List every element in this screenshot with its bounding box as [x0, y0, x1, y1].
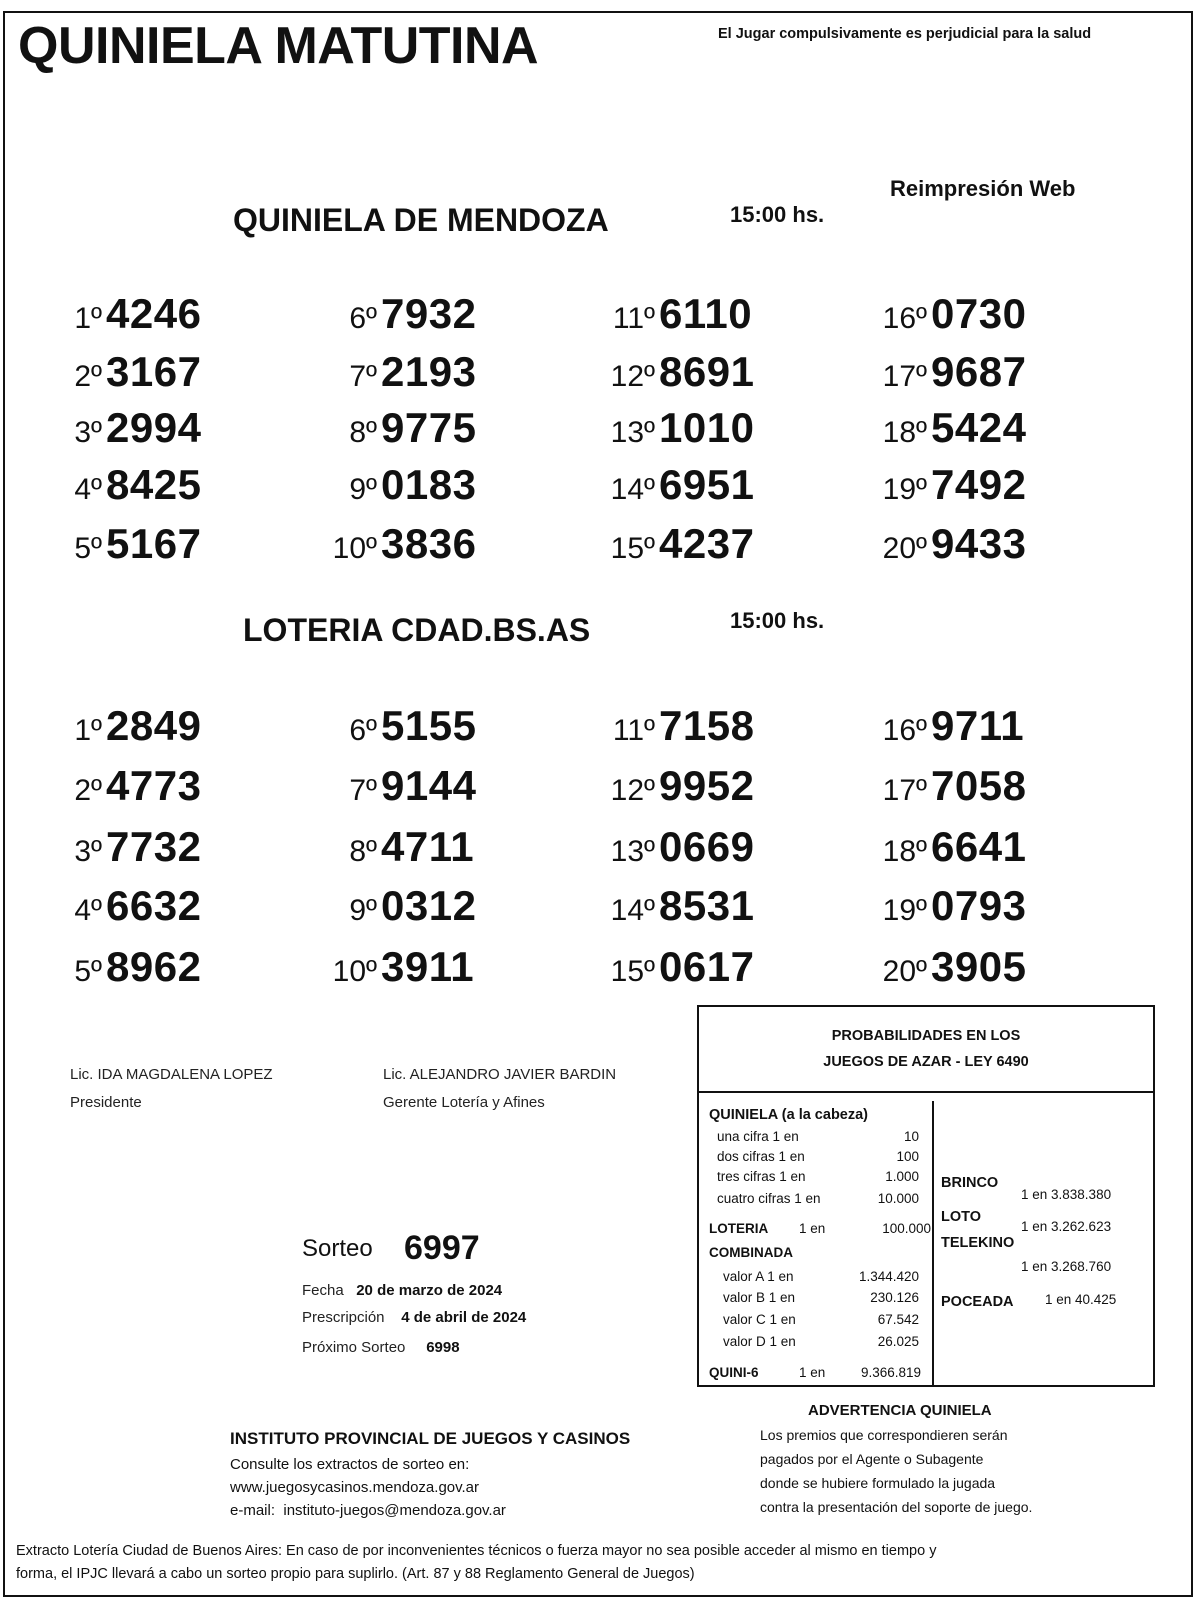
footer-note — [16, 1540, 936, 1586]
result-position: 15º — [610, 532, 655, 565]
result-number: 9433 — [931, 520, 1027, 567]
result-number: 2994 — [106, 404, 202, 451]
quini6-prob-label: 1 en — [799, 1365, 826, 1380]
result-position: 13º — [610, 416, 655, 449]
result-position: 16º — [882, 714, 927, 747]
loto-prob-value: 1 en 3.262.623 — [1021, 1219, 1112, 1234]
quiniela-prob-label: una cifra 1 en — [717, 1129, 799, 1144]
result-number: 7932 — [381, 290, 477, 337]
result-number: 5155 — [381, 702, 477, 749]
result-number: 6110 — [659, 290, 753, 337]
loto-prob-title: LOTO — [941, 1209, 982, 1225]
result-entry — [42, 882, 201, 930]
result-entry — [595, 943, 754, 991]
result-position: 3º — [74, 416, 102, 449]
result-number: 2193 — [381, 348, 477, 395]
result-position: 16º — [882, 302, 927, 335]
draw-expiry-row — [302, 1309, 526, 1326]
reprint-label: Reimpresión Web — [890, 176, 1076, 201]
result-number: 0669 — [659, 823, 755, 870]
result-position: 8º — [349, 416, 377, 449]
brinco-prob-title: BRINCO — [941, 1175, 999, 1191]
section-time-loteria-bsas: 15:00 hs. — [730, 608, 825, 633]
result-entry — [42, 348, 201, 396]
result-position: 9º — [349, 473, 377, 506]
advertencia-title: ADVERTENCIA QUINIELA — [808, 1402, 992, 1419]
poceada-prob-value: 1 en 40.425 — [1045, 1292, 1117, 1307]
result-number: 4246 — [106, 290, 202, 337]
probabilities-heading-line2: JUEGOS DE AZAR - LEY 6490 — [823, 1054, 1029, 1070]
result-number: 7058 — [931, 762, 1027, 809]
result-entry — [317, 762, 476, 810]
result-number: 9687 — [931, 348, 1027, 395]
result-number: 8691 — [659, 348, 755, 395]
result-number: 0730 — [931, 290, 1027, 337]
combinada-prob-value: 1.344.420 — [858, 1269, 919, 1284]
result-number: 6632 — [106, 882, 202, 929]
result-entry — [42, 702, 201, 750]
result-entry — [42, 404, 201, 452]
result-number: 4711 — [381, 823, 475, 870]
advertencia-line: donde se hubiere formulado la jugada — [760, 1475, 996, 1491]
result-position: 8º — [349, 835, 377, 868]
manager-name: Lic. ALEJANDRO JAVIER BARDIN — [383, 1066, 617, 1083]
result-position: 18º — [882, 835, 927, 868]
institute-consult-line: Consulte los extractos de sorteo en: — [230, 1456, 470, 1473]
probabilities-divider — [932, 1101, 934, 1387]
result-entry — [867, 461, 1026, 509]
result-entry — [317, 290, 476, 338]
result-number: 3167 — [106, 348, 202, 395]
result-position: 11º — [612, 714, 655, 747]
result-number: 8531 — [659, 882, 755, 929]
draw-expiry: 4 de abril de 2024 — [401, 1309, 527, 1326]
result-entry — [595, 348, 754, 396]
institute-email[interactable]: instituto-juegos@mendoza.gov.ar — [283, 1502, 506, 1519]
result-entry — [42, 943, 201, 991]
result-entry — [317, 702, 476, 750]
result-position: 2º — [74, 774, 102, 807]
quini6-prob-value: 9.366.819 — [860, 1365, 921, 1380]
result-number: 3836 — [381, 520, 477, 567]
result-number: 0793 — [931, 882, 1027, 929]
quiniela-prob-value: 100 — [896, 1149, 919, 1164]
quiniela-prob-title: QUINIELA (a la cabeza) — [709, 1107, 869, 1123]
result-number: 2849 — [106, 702, 202, 749]
result-position: 9º — [349, 894, 377, 927]
combinada-prob-value: 230.126 — [870, 1290, 919, 1305]
combinada-prob-label: valor C 1 en — [723, 1312, 796, 1327]
result-entry — [42, 520, 201, 568]
result-number: 4773 — [106, 762, 202, 809]
result-number: 9775 — [381, 404, 477, 451]
result-number: 8962 — [106, 943, 202, 990]
result-position: 6º — [349, 714, 377, 747]
result-number: 9144 — [381, 762, 477, 809]
result-position: 7º — [349, 360, 377, 393]
next-draw-row — [302, 1339, 460, 1356]
poceada-prob-title: POCEADA — [941, 1294, 1014, 1310]
result-number: 0183 — [381, 461, 477, 508]
result-number: 5424 — [931, 404, 1027, 451]
result-number: 9711 — [931, 702, 1025, 749]
telekino-prob-title: TELEKINO — [941, 1235, 1015, 1251]
result-entry — [867, 290, 1026, 338]
result-number: 7732 — [106, 823, 202, 870]
result-position: 12º — [610, 360, 655, 393]
quini6-prob-title: QUINI-6 — [709, 1365, 759, 1380]
result-position: 17º — [882, 360, 927, 393]
result-position: 5º — [74, 955, 102, 988]
institute-email-row — [230, 1499, 506, 1522]
result-entry — [867, 823, 1026, 871]
result-position: 17º — [882, 774, 927, 807]
result-entry — [867, 404, 1026, 452]
result-number: 1010 — [659, 404, 755, 451]
result-number: 0312 — [381, 882, 477, 929]
advertencia-line: pagados por el Agente o Subagente — [760, 1451, 984, 1467]
loteria-prob-title: LOTERIA — [709, 1221, 769, 1236]
result-position: 19º — [882, 473, 927, 506]
president-role: Presidente — [70, 1094, 142, 1111]
result-number: 7158 — [659, 702, 755, 749]
next-draw-number: 6998 — [426, 1339, 460, 1356]
institute-website[interactable]: www.juegosycasinos.mendoza.gov.ar — [230, 1479, 480, 1496]
result-position: 1º — [74, 302, 102, 335]
result-position: 15º — [610, 955, 655, 988]
result-position: 3º — [74, 835, 102, 868]
manager-role: Gerente Lotería y Afines — [383, 1094, 545, 1111]
combinada-prob-title: COMBINADA — [709, 1245, 793, 1260]
combinada-prob-label: valor D 1 en — [723, 1334, 796, 1349]
result-entry — [867, 348, 1026, 396]
institute-info — [230, 1453, 506, 1522]
result-entry — [42, 762, 201, 810]
advertencia-line: contra la presentación del soporte de juego. — [760, 1499, 1033, 1515]
result-number: 7492 — [931, 461, 1027, 508]
probabilities-box — [697, 1005, 1155, 1387]
president-name: Lic. IDA MAGDALENA LOPEZ — [70, 1066, 273, 1083]
combinada-prob-label: valor B 1 en — [723, 1290, 796, 1305]
quiniela-prob-value: 10 — [903, 1129, 919, 1144]
result-entry — [317, 404, 476, 452]
result-position: 12º — [610, 774, 655, 807]
section-title-mendoza: QUINIELA DE MENDOZA — [233, 202, 609, 238]
result-position: 20º — [882, 532, 927, 565]
advertencia-text — [760, 1423, 1032, 1519]
result-position: 10º — [332, 532, 377, 565]
result-number: 6641 — [931, 823, 1027, 870]
result-entry — [867, 702, 1024, 750]
quiniela-prob-label: tres cifras 1 en — [717, 1169, 806, 1184]
probabilities-heading-line1: PROBABILIDADES EN LOS — [831, 1028, 1021, 1044]
result-position: 7º — [349, 774, 377, 807]
result-entry — [317, 520, 476, 568]
result-entry — [867, 943, 1026, 991]
result-entry — [595, 290, 752, 338]
institute-name: INSTITUTO PROVINCIAL DE JUEGOS Y CASINOS — [230, 1429, 631, 1448]
loteria-prob-value: 100.000 — [882, 1221, 931, 1236]
combinada-prob-value: 67.542 — [877, 1312, 919, 1327]
result-number: 8425 — [106, 461, 202, 508]
next-draw-label: Próximo Sorteo — [302, 1339, 406, 1356]
result-position: 13º — [610, 835, 655, 868]
loteria-prob-label: 1 en — [799, 1221, 826, 1236]
draw-date-row — [302, 1282, 502, 1299]
quiniela-prob-value: 1.000 — [885, 1169, 919, 1184]
result-number: 6951 — [659, 461, 755, 508]
result-entry — [595, 404, 754, 452]
result-entry — [595, 520, 754, 568]
result-entry — [317, 943, 474, 991]
combinada-prob-label: valor A 1 en — [723, 1269, 794, 1284]
health-warning: El Jugar compulsivamente es perjudicial para la salud — [718, 26, 1092, 42]
draw-expiry-label: Prescripción — [302, 1309, 385, 1326]
result-number: 3911 — [381, 943, 475, 990]
section-time-mendoza: 15:00 hs. — [730, 202, 825, 227]
quiniela-prob-value: 10.000 — [877, 1191, 919, 1206]
result-entry — [317, 882, 476, 930]
draw-date-label: Fecha — [302, 1282, 344, 1299]
result-entry — [42, 461, 201, 509]
result-entry — [867, 762, 1026, 810]
draw-label: Sorteo — [302, 1235, 373, 1262]
result-entry — [42, 290, 201, 338]
result-number: 5167 — [106, 520, 202, 567]
result-position: 1º — [74, 714, 102, 747]
quiniela-prob-label: dos cifras 1 en — [717, 1149, 805, 1164]
result-entry — [595, 882, 754, 930]
result-position: 10º — [332, 955, 377, 988]
result-position: 2º — [74, 360, 102, 393]
combinada-prob-value: 26.025 — [877, 1334, 919, 1349]
result-position: 4º — [74, 894, 102, 927]
result-position: 20º — [882, 955, 927, 988]
institute-email-label: e-mail: — [230, 1502, 276, 1519]
result-number: 3905 — [931, 943, 1027, 990]
result-entry — [867, 520, 1026, 568]
result-entry — [867, 882, 1026, 930]
result-entry — [317, 823, 474, 871]
brinco-prob-value: 1 en 3.838.380 — [1021, 1187, 1112, 1202]
draw-number: 6997 — [404, 1229, 480, 1267]
result-position: 14º — [610, 473, 655, 506]
result-position: 5º — [74, 532, 102, 565]
page-title: QUINIELA MATUTINA — [18, 17, 539, 75]
probabilities-heading — [699, 1007, 1153, 1093]
result-number: 4237 — [659, 520, 755, 567]
result-entry — [317, 461, 476, 509]
result-number: 0617 — [659, 943, 755, 990]
footer-line2: forma, el IPJC llevará a cabo un sorteo propio para suplirlo. (Art. 87 y 88 Reglamento General de Juegos) — [16, 1566, 695, 1582]
footer-line1: Extracto Lotería Ciudad de Buenos Aires: En caso de por inconvenientes técnicos o fuerza mayor no sea posible acceder al mismo en tiempo y — [16, 1543, 937, 1559]
result-entry — [595, 702, 754, 750]
result-position: 11º — [612, 302, 655, 335]
result-number: 9952 — [659, 762, 755, 809]
result-entry — [42, 823, 201, 871]
advertencia-line: Los premios que correspondieren serán — [760, 1427, 1008, 1443]
section-title-loteria-bsas: LOTERIA CDAD.BS.AS — [243, 612, 591, 648]
result-position: 4º — [74, 473, 102, 506]
result-entry — [317, 348, 476, 396]
telekino-prob-value: 1 en 3.268.760 — [1021, 1259, 1112, 1274]
result-position: 18º — [882, 416, 927, 449]
draw-date: 20 de marzo de 2024 — [356, 1282, 503, 1299]
result-entry — [595, 762, 754, 810]
result-position: 14º — [610, 894, 655, 927]
result-entry — [595, 823, 754, 871]
result-position: 6º — [349, 302, 377, 335]
result-entry — [595, 461, 754, 509]
result-position: 19º — [882, 894, 927, 927]
quiniela-prob-label: cuatro cifras 1 en — [717, 1191, 821, 1206]
